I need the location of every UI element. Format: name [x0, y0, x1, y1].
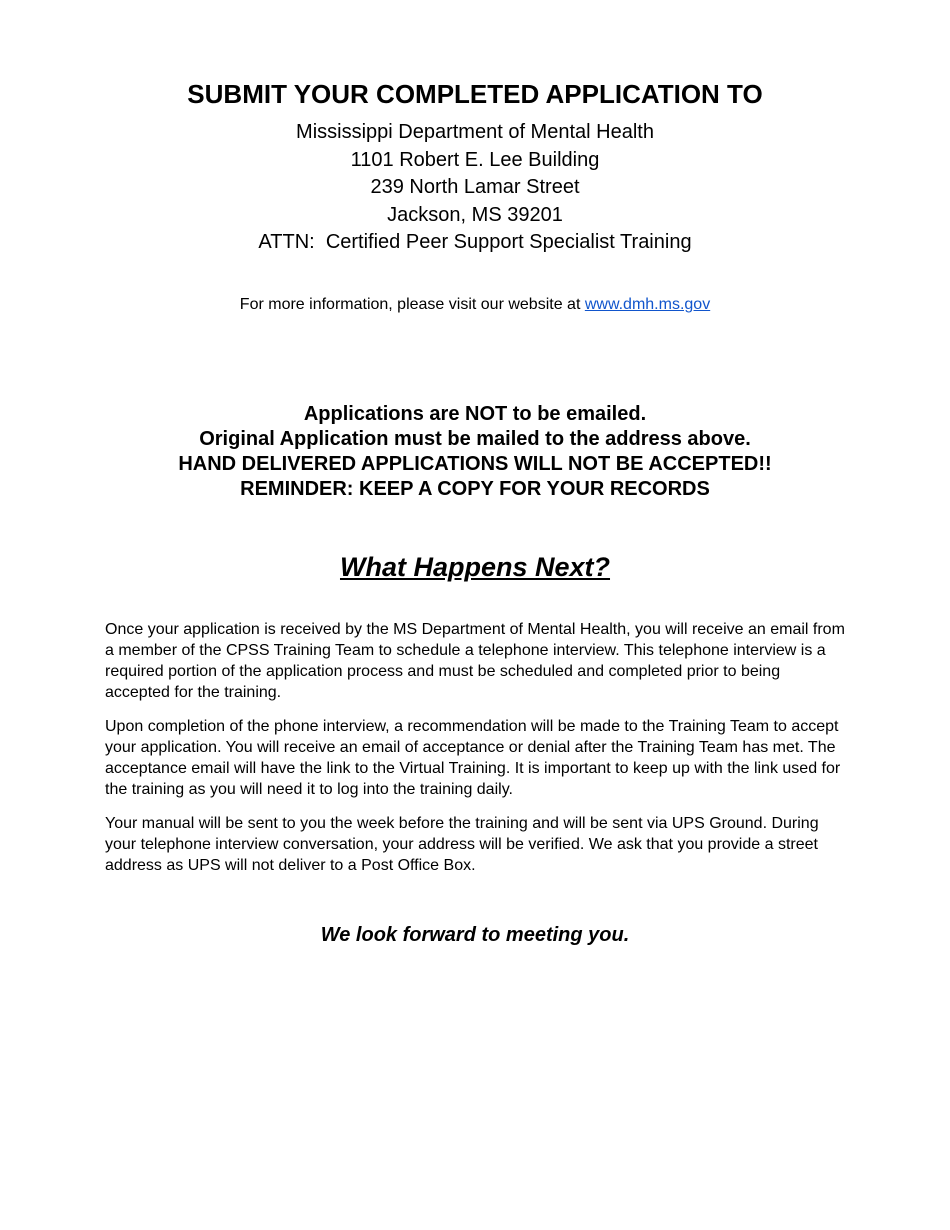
more-info-line: [0, 295, 950, 315]
address-line-street: 239 North Lamar Street: [370, 176, 580, 198]
website-link[interactable]: www.dmh.ms.gov: [584, 296, 711, 313]
submission-notices: [0, 402, 950, 502]
address-line-city: Jackson, MS 39201: [387, 203, 563, 226]
more-info-text: For more information, please visit our website at: [239, 296, 585, 313]
notice-mail-original: Original Application must be mailed to the address above.: [199, 428, 751, 450]
mailing-address: [0, 119, 950, 257]
address-line-building: 1101 Robert E. Lee Building: [350, 148, 600, 171]
page-heading: SUBMIT YOUR COMPLETED APPLICATION TO: [187, 79, 763, 109]
paragraph-interview: Once your application is received by the MS Department of Mental Health, you will receive an email from a member of the CPSS Training Team to schedule a telephone interview. This telephone interview is a required portion of the application process and must be scheduled and completed prior to being accepted for the training.: [105, 621, 845, 701]
paragraph-acceptance: Upon completion of the phone interview, a recommendation will be made to the Training Team to accept your application. You will receive an email of acceptance or denial after the Training Team has met. The acceptance email will have the link to the Virtual Training. It is important to keep up with the link used for the training as you will need it to log into the training daily.: [105, 718, 841, 798]
address-line-attention: ATTN: Certified Peer Support Specialist Training: [258, 231, 692, 253]
paragraph-manual: Your manual will be sent to you the week before the training and will be sent via UPS Ground. During your telephone interview conversation, your address will be verified. We ask that you provide a street address as UPS will not deliver to a Post Office Box.: [105, 815, 819, 874]
address-line-organization: Mississippi Department of Mental Health: [296, 121, 654, 143]
notice-no-email: Applications are NOT to be emailed.: [303, 403, 647, 425]
closing-line: We look forward to meeting you.: [320, 924, 630, 946]
process-description: [105, 619, 845, 889]
notice-keep-copy: REMINDER: KEEP A COPY FOR YOUR RECORDS: [240, 478, 710, 500]
notice-no-hand-delivery: HAND DELIVERED APPLICATIONS WILL NOT BE ACCEPTED!!: [178, 453, 772, 475]
what-happens-next-title: What Happens Next?: [339, 552, 611, 582]
